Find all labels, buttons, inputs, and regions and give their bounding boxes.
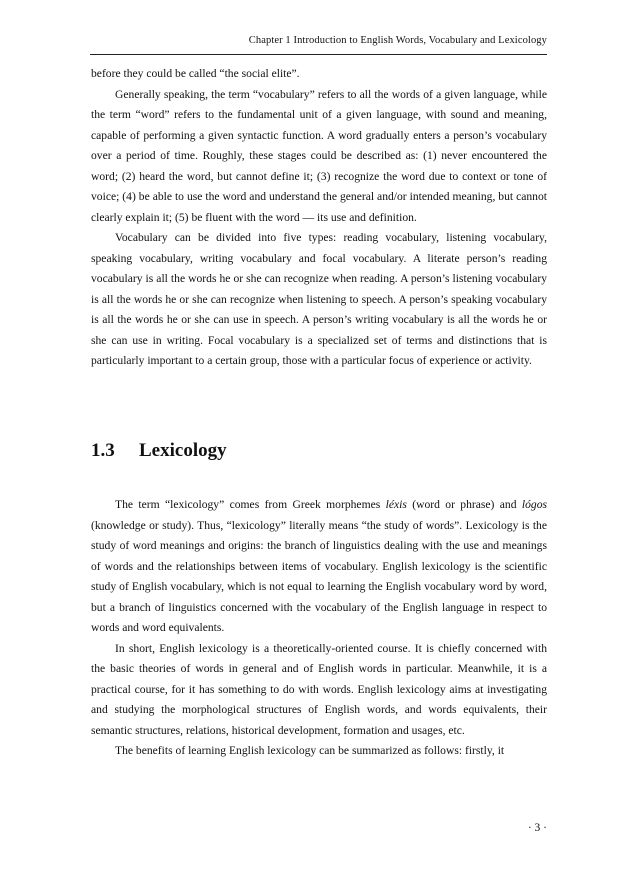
paragraph-lexicology-definition [91,495,547,639]
paragraph-continuation: before they could be called “the social elite”. [91,67,300,80]
section-heading [91,440,227,462]
running-header: Chapter 1 Introduction to English Words, Vocabulary and Lexicology [248,35,547,46]
text-span: (word or phrase) and [406,498,522,511]
greek-term-logos: lógos [521,498,547,511]
greek-term-lexis: léxis [385,498,407,511]
header-rule [90,54,547,55]
page-number: · 3 · [527,822,547,834]
paragraph-vocabulary-types: Vocabulary can be divided into five types: reading vocabulary, listening vocabulary, speaking vocabulary, writing vocabulary and focal vocabulary. A literate person’s reading vocabulary is all the words he or she can recognize when reading. A person’s listening vocabulary is all the words he or she can recognize when listening to speech. A person’s speaking vocabulary is all the words he or she can use in speech. A person’s writing vocabulary is all the words he or she can use in writing. Focal vocabulary is a specialized set of terms and distinctions that is particularly important to a certain group, those with a particular focus of experience or activity. [91,231,547,367]
paragraph-benefits: The benefits of learning English lexicology can be summarized as follows: firstly, it [115,744,505,757]
text-span: The term “lexicology” comes from Greek morphemes [115,498,386,511]
body-text-top [91,64,547,372]
body-text-bottom [91,495,547,762]
paragraph-vocabulary-definition: Generally speaking, the term “vocabulary” refers to all the words of a given language, while the term “word” refers to the fundamental unit of a given language, with sound and meaning, capable of performing a given syntactic function. A word gradually enters a person’s vocabulary over a period of time. Roughly, these stages could be described as: (1) never encountered the word; (2) heard the word, but cannot define it; (3) recognize the word due to context or tone of voice; (4) be able to use the word and understand the general and/or intended meaning, but cannot clearly explain it; (5) be fluent with the word — its use and definition. [91,87,547,224]
section-number: 1.3 [91,440,115,461]
paragraph-lexicology-course: In short, English lexicology is a theoretically-oriented course. It is chiefly concerned with the basic theories of words in general and of English words in particular. Meanwhile, it is a practical course, for it has something to do with words. English lexicology aims at investigating and studying the morphological structures of English words, and words equivalents, their semantic structures, relations, historical development, formation and usages, etc. [91,641,547,737]
section-title: Lexicology [139,440,227,461]
text-span: (knowledge or study). Thus, “lexicology” literally means “the study of words”. Lexicology is the study of word meanings and origins: the branch of linguistics dealing with the use and meanings of words and the relationships between items of vocabulary. English lexicology is the scientific study of English vocabulary, which is not equal to learning the English vocabulary word by word, but a branch of linguistics concerned with the vocabulary of the English language in respect to words and word equivalents. [91,518,547,634]
